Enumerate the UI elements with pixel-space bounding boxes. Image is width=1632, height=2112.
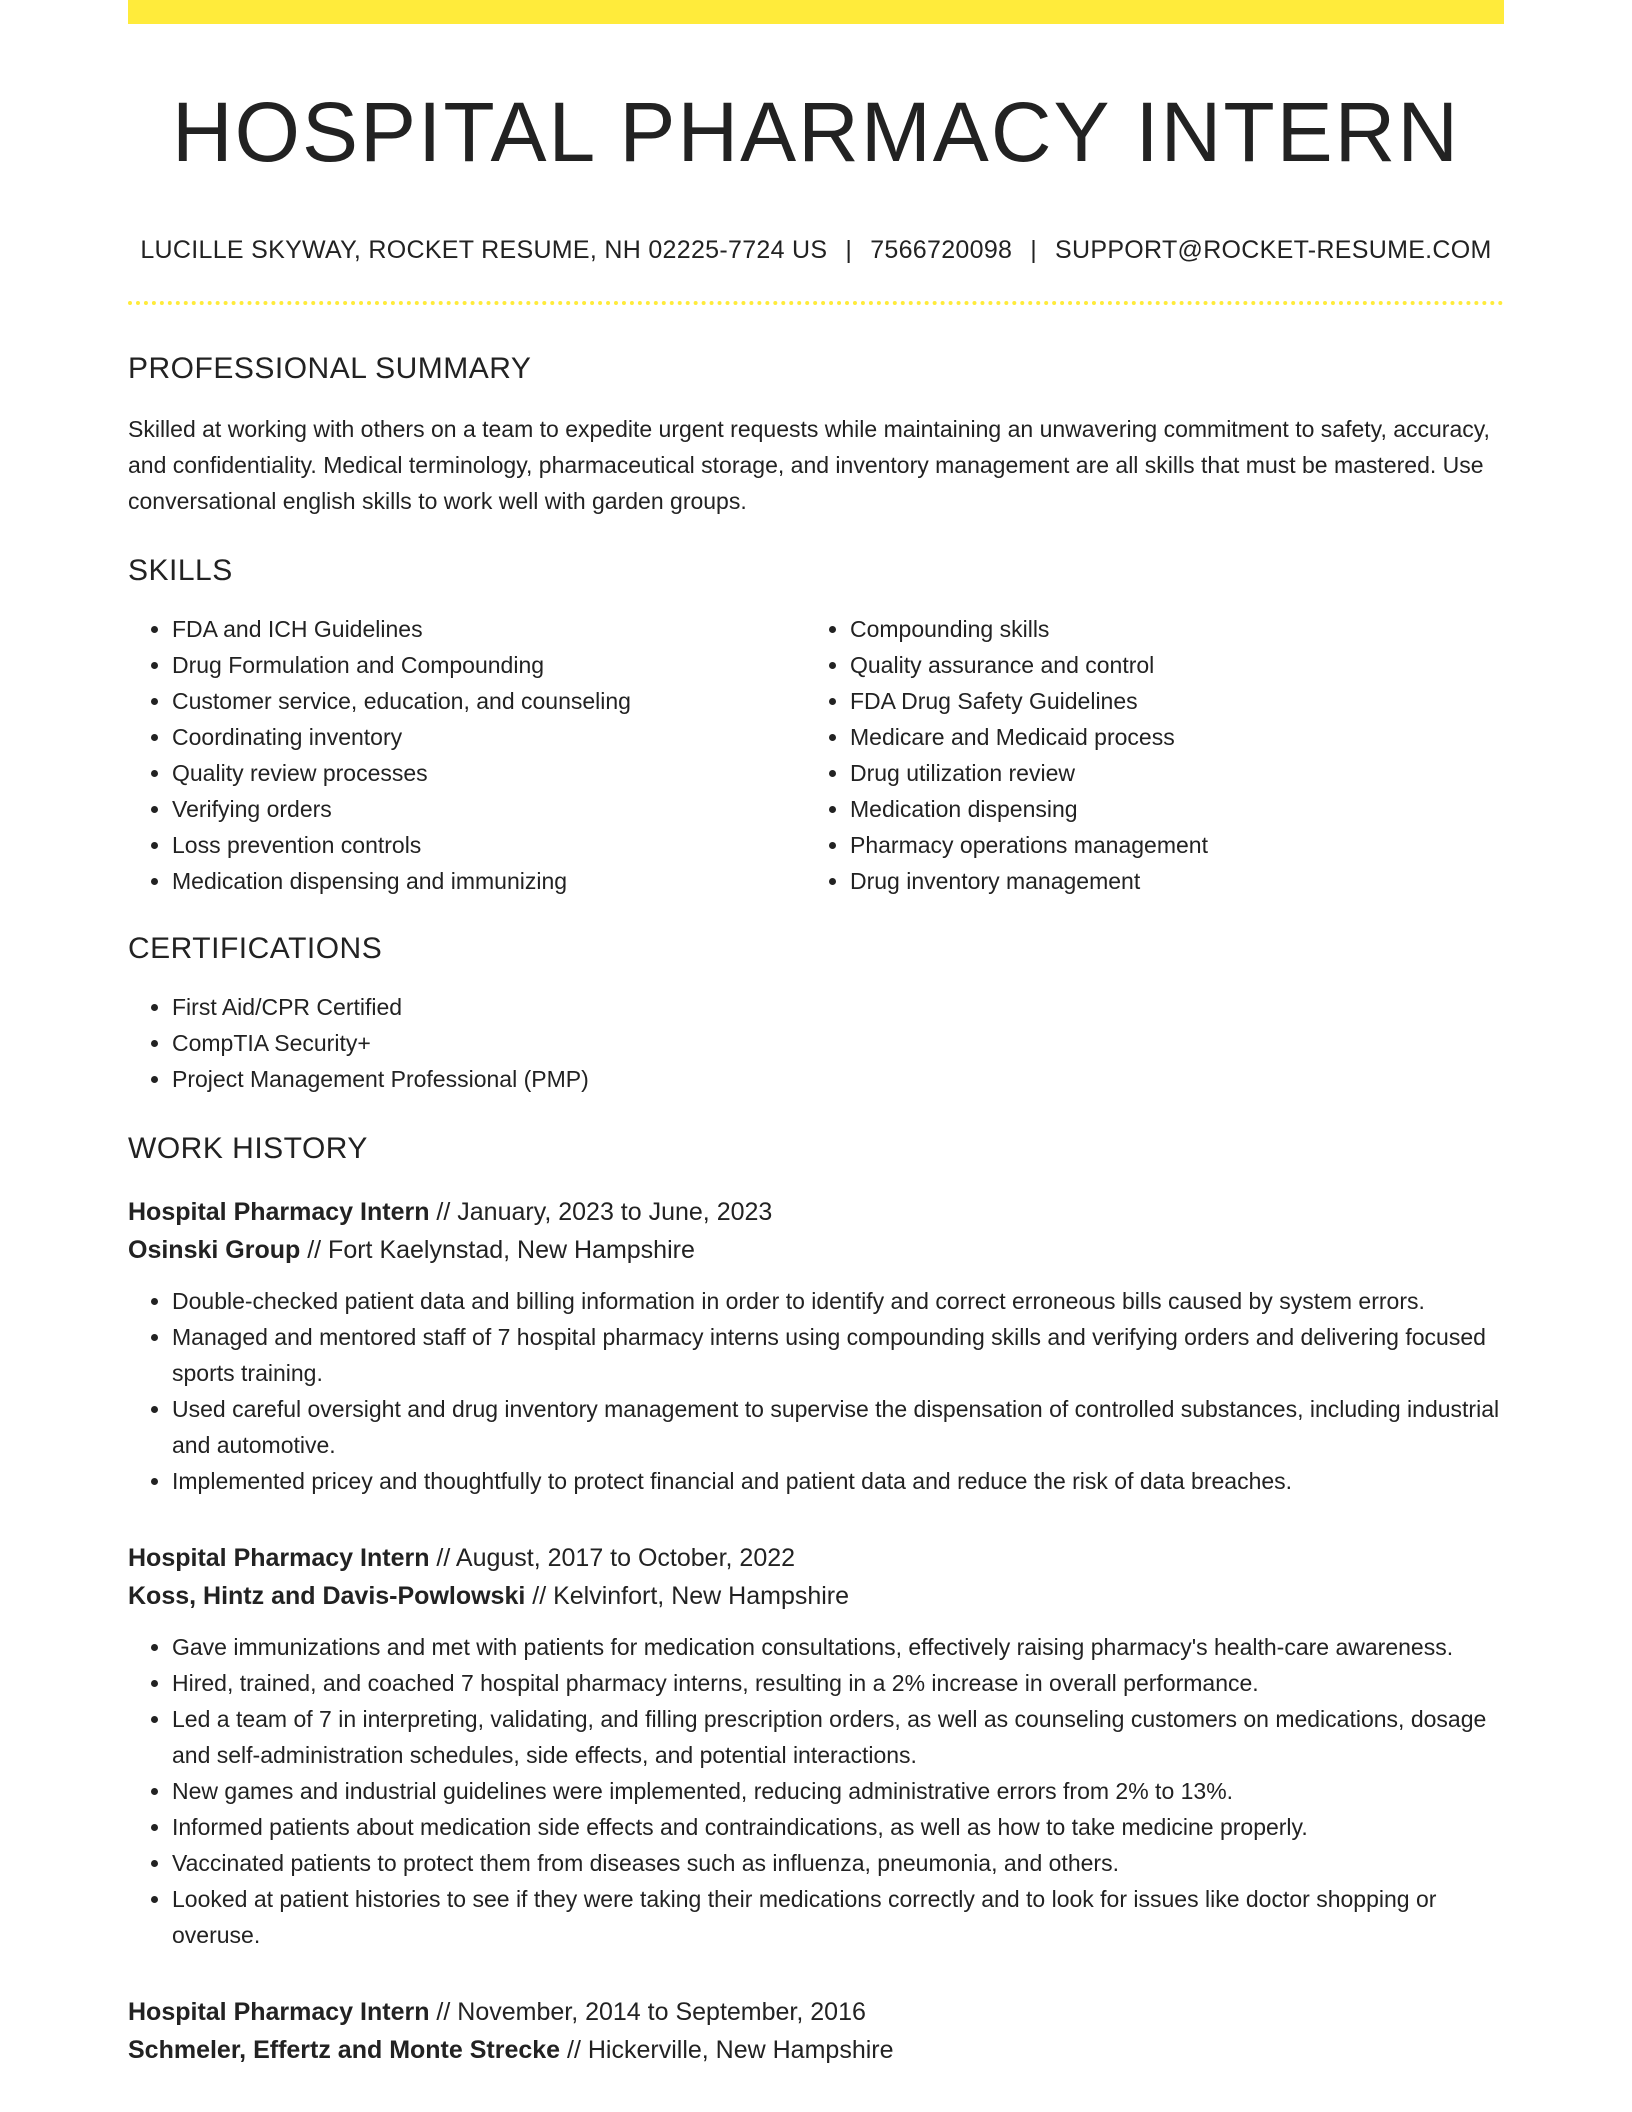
job-entry — [128, 1193, 1504, 1499]
skill-item: • Loss prevention controls — [172, 827, 806, 863]
job-bullets — [128, 1283, 1504, 1499]
skills-list-right — [806, 611, 1484, 899]
skills-heading: SKILLS — [128, 554, 233, 588]
certifications-list — [128, 989, 1504, 1097]
contact-separator: | — [845, 236, 853, 265]
job-title-line — [128, 1539, 1504, 1577]
certification-item: • First Aid/CPR Certified — [172, 989, 1504, 1025]
skill-item: • Quality review processes — [172, 755, 806, 791]
skills-list-left — [128, 611, 806, 899]
resume-title: HOSPITAL PHARMACY INTERN — [172, 85, 1460, 179]
job-company-line — [128, 1231, 1504, 1269]
job-bullet: • Double-checked patient data and billing information in order to identify and correct erroneous bills caused by system errors. — [172, 1283, 1504, 1319]
certifications-heading: CERTIFICATIONS — [128, 932, 383, 966]
job-bullet: • Managed and mentored staff of 7 hospital pharmacy interns using compounding skills and verifying orders and delivering focused sports training. — [172, 1319, 1504, 1391]
job-location: // Kelvinfort, New Hampshire — [525, 1582, 850, 1611]
skills-grid — [128, 611, 1504, 899]
skills-column-right — [806, 611, 1484, 899]
job-company-line — [128, 1577, 1504, 1615]
skill-item: • Drug inventory management — [850, 863, 1484, 899]
job-bullet: • Informed patients about medication side effects and contraindications, as well as how to take medicine properly. — [172, 1809, 1504, 1845]
contact-separator: | — [1030, 236, 1038, 265]
work-history-list — [128, 1193, 1504, 2069]
skill-item: • Verifying orders — [172, 791, 806, 827]
skill-item: • Quality assurance and control — [850, 647, 1484, 683]
job-title: Hospital Pharmacy Intern — [128, 1998, 430, 2027]
skill-item: • Drug utilization review — [850, 755, 1484, 791]
contact-phone: 7566720098 — [870, 236, 1013, 265]
job-bullet: • Looked at patient histories to see if they were taking their medications correctly and to look for issues like doctor shopping or overuse. — [172, 1881, 1504, 1953]
skill-item: • Compounding skills — [850, 611, 1484, 647]
job-bullet: • Implemented pricey and thoughtfully to protect financial and patient data and reduce the risk of data breaches. — [172, 1463, 1504, 1499]
skill-item: • Pharmacy operations management — [850, 827, 1484, 863]
job-title-line — [128, 1193, 1504, 1231]
job-dates: // January, 2023 to June, 2023 — [429, 1198, 773, 1227]
job-title: Hospital Pharmacy Intern — [128, 1198, 430, 1227]
job-entry — [128, 1993, 1504, 2069]
contact-line — [128, 236, 1504, 265]
work-history-heading: WORK HISTORY — [128, 1132, 368, 1166]
skill-item: • Medicare and Medicaid process — [850, 719, 1484, 755]
job-title-line — [128, 1993, 1504, 2031]
job-bullet: • Gave immunizations and met with patients for medication consultations, effectively raising pharmacy's health-care awareness. — [172, 1629, 1504, 1665]
job-location: // Hickerville, New Hampshire — [560, 2036, 894, 2065]
summary-heading: PROFESSIONAL SUMMARY — [128, 352, 532, 386]
dotted-divider — [128, 301, 1504, 305]
summary-text: Skilled at working with others on a team to expedite urgent requests while maintaining an unwavering commitment to safety, accuracy, and confidentiality. Medical terminology, pharmaceutical storage, and inventory management are all skills that must be mastered. Use conversational english skills to work well with garden groups. — [128, 416, 1490, 515]
skill-item: • Medication dispensing — [850, 791, 1484, 827]
contact-email: SUPPORT@ROCKET-RESUME.COM — [1055, 236, 1492, 265]
job-company: Schmeler, Effertz and Monte Strecke — [128, 2036, 561, 2065]
job-title: Hospital Pharmacy Intern — [128, 1544, 430, 1573]
job-company-line — [128, 2031, 1504, 2069]
job-company: Osinski Group — [128, 1236, 301, 1265]
job-entry — [128, 1539, 1504, 1953]
job-dates: // November, 2014 to September, 2016 — [429, 1998, 866, 2027]
job-bullet: • Hired, trained, and coached 7 hospital pharmacy interns, resulting in a 2% increase in overall performance. — [172, 1665, 1504, 1701]
contact-address: LUCILLE SKYWAY, ROCKET RESUME, NH 02225-7724 US — [140, 236, 828, 265]
job-bullet: • New games and industrial guidelines were implemented, reducing administrative errors from 2% to 13%. — [172, 1773, 1504, 1809]
skill-item: • FDA and ICH Guidelines — [172, 611, 806, 647]
skill-item: • Drug Formulation and Compounding — [172, 647, 806, 683]
job-dates: // August, 2017 to October, 2022 — [429, 1544, 796, 1573]
resume-page — [128, 0, 1504, 2069]
skill-item: • FDA Drug Safety Guidelines — [850, 683, 1484, 719]
job-company: Koss, Hintz and Davis-Powlowski — [128, 1582, 526, 1611]
job-location: // Fort Kaelynstad, New Hampshire — [300, 1236, 695, 1265]
accent-top-bar — [128, 0, 1504, 24]
certification-item: • Project Management Professional (PMP) — [172, 1061, 1504, 1097]
skill-item: • Customer service, education, and counseling — [172, 683, 806, 719]
skill-item: • Medication dispensing and immunizing — [172, 863, 806, 899]
job-bullet: • Led a team of 7 in interpreting, validating, and filling prescription orders, as well as counseling customers on medications, dosage and self-administration schedules, side effects, and potential interactions. — [172, 1701, 1504, 1773]
skill-item: • Coordinating inventory — [172, 719, 806, 755]
job-bullet: • Used careful oversight and drug inventory management to supervise the dispensation of controlled substances, including industrial and automotive. — [172, 1391, 1504, 1463]
skills-column-left — [128, 611, 806, 899]
certification-item: • CompTIA Security+ — [172, 1025, 1504, 1061]
job-bullets — [128, 1629, 1504, 1953]
job-bullet: • Vaccinated patients to protect them from diseases such as influenza, pneumonia, and others. — [172, 1845, 1504, 1881]
